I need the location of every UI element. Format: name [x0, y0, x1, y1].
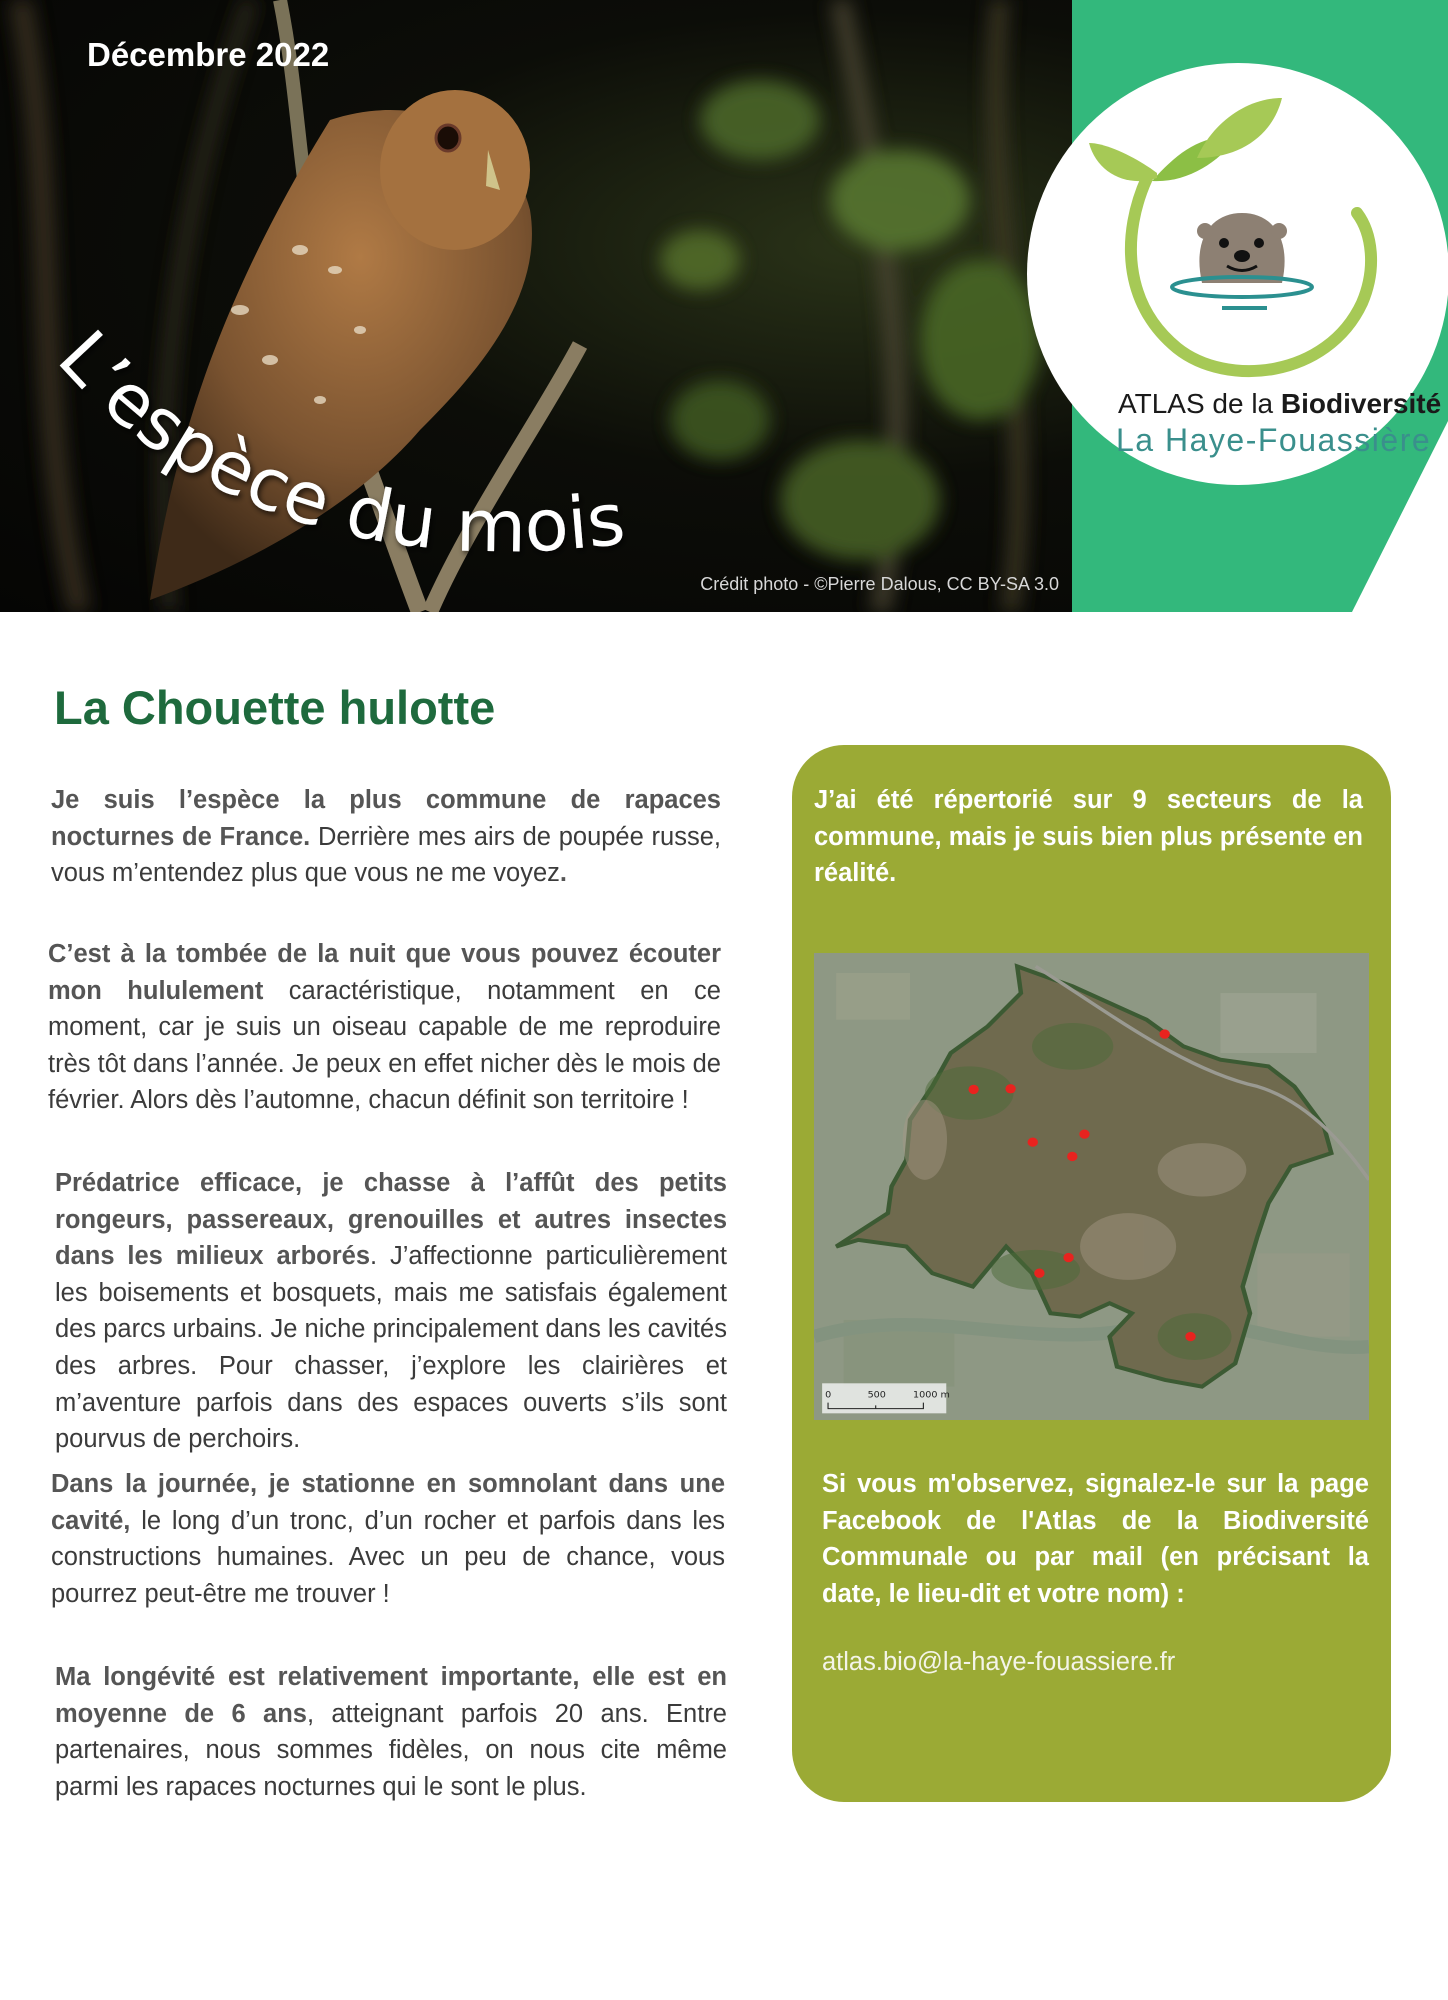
text-bold: . [559, 859, 567, 888]
paragraph-hooting [48, 936, 721, 1119]
logo-title-regular: ATLAS de la [1118, 388, 1281, 419]
observation-marker [1005, 1084, 1015, 1093]
text-bold: Prédatrice efficace, je chasse à l’affût des petits rongeurs, passereaux, grenouilles et autres insectes dans les milieux arborés [55, 1169, 727, 1271]
observation-marker [1067, 1152, 1077, 1161]
observation-marker [968, 1085, 978, 1094]
paragraph-intro [51, 782, 721, 892]
observation-marker [1185, 1332, 1195, 1341]
text-regular: le long d’un tronc, d’un rocher et parfois dans les constructions humaines. Avec un peu de chance, vous pourrez peut-être me trouver ! [51, 1506, 725, 1608]
issue-date: Décembre 2022 [87, 36, 330, 73]
scale-label: 1000 m [913, 1390, 950, 1401]
distribution-map [814, 953, 1369, 1420]
banner-title-text [42, 315, 629, 569]
observation-marker [1063, 1253, 1073, 1262]
photo-credit: Crédit photo - ©Pierre Dalous, CC BY-SA 3.0 [700, 574, 1059, 594]
observation-marker [1028, 1137, 1038, 1146]
text-regular: , atteignant parfois 20 ans. Entre partenaires, nous sommes fidèles, on nous cite même parmi les rapaces nocturnes qui le sont le plus. [55, 1699, 727, 1801]
text-regular: caractéristique, notamment en ce moment, car je suis un oiseau capable de me reproduire très tôt dans l’année. Je peux en effet nicher dès le mois de février. Alors dès l’automne, chacun définit son territoire ! [48, 976, 721, 1115]
observation-marker [1034, 1269, 1044, 1278]
satellite-map [814, 953, 1369, 1420]
banner-title-path: L’espèce du mois [42, 314, 629, 569]
paragraph-daytime [51, 1466, 725, 1612]
paragraph-hunting [55, 1165, 727, 1458]
text-bold: Je suis l’espèce la plus commune de rapaces nocturnes de France. [51, 786, 721, 851]
text-bold: C’est à la tombée de la nuit que vous pouvez écouter mon hululement [48, 940, 721, 1005]
observation-marker [1159, 1029, 1169, 1038]
text-regular: . J’affectionne particulièrement les boisements et bosquets, mais me satisfais également des parcs urbains. Je niche principalement dans les cavités des arbres. Pour chasser, j’explore les clairières et m’aventure parfois dans des espaces ouverts s’ils sont pourvus de perchoirs. [55, 1242, 727, 1454]
header-banner [0, 0, 1448, 612]
logo-title [1118, 388, 1441, 420]
banner-title [0, 0, 1072, 612]
text-regular: Derrière mes airs de poupée russe, vous m’entendez plus que vous ne me voyez [51, 822, 721, 888]
text-bold: Dans la journée, je stationne en somnolant dans une cavité, [51, 1470, 725, 1535]
paragraph-longevity [55, 1659, 727, 1805]
report-call-to-action: Si vous m'observez, signalez-le sur la page Facebook de l'Atlas de la Biodiversité Communale ou par mail (en précisant la date, le lieu-dit et votre nom) : [822, 1470, 1369, 1608]
scale-label: 500 [867, 1390, 886, 1401]
scale-bar [822, 1383, 950, 1413]
contact-email-link[interactable]: atlas.bio@la-haye-fouassiere.fr [822, 1648, 1176, 1676]
scale-label: 0 [825, 1390, 832, 1401]
observation-marker [1079, 1129, 1089, 1138]
logo-subtitle: La Haye-Fouassière [1116, 422, 1432, 458]
distribution-intro: J’ai été répertorié sur 9 secteurs de la commune, mais je suis bien plus présente en réalité. [814, 786, 1363, 888]
species-title: La Chouette hulotte [54, 681, 496, 734]
text-bold: Ma longévité est relativement importante, elle est en moyenne de 6 ans [55, 1663, 727, 1728]
logo-title-bold: Biodiversité [1280, 388, 1442, 419]
